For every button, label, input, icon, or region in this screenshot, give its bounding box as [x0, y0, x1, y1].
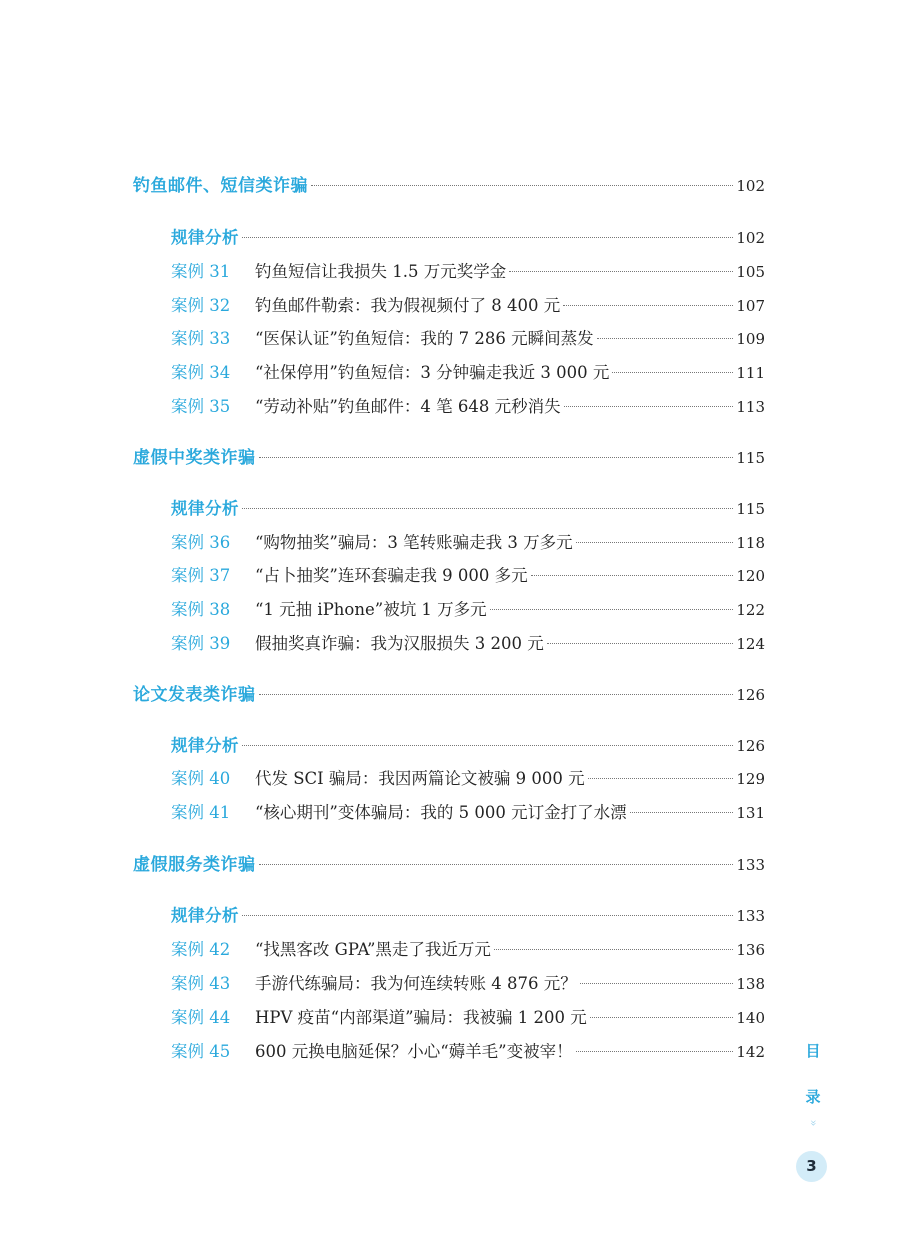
dot-leader	[259, 694, 734, 695]
dot-leader	[242, 915, 733, 916]
page-number: 126	[736, 686, 765, 704]
dot-leader	[490, 609, 734, 610]
dot-leader	[509, 271, 733, 272]
toc-case[interactable]	[171, 393, 765, 421]
case-number: 案例 36	[171, 533, 231, 552]
case-title: 手游代练骗局：我为何连续转账 4 876 元？	[255, 974, 577, 993]
dot-leader	[580, 983, 734, 984]
dot-leader	[311, 185, 733, 186]
page-number: 102	[736, 229, 765, 247]
dot-leader	[547, 643, 734, 644]
case-title: 假抽奖真诈骗：我为汉服损失 3 200 元	[255, 634, 544, 653]
page-number: 102	[736, 177, 765, 195]
page-number-badge: 3	[796, 1151, 827, 1182]
toc-section[interactable]	[133, 172, 765, 200]
dot-leader	[588, 778, 734, 779]
case-number: 案例 33	[171, 329, 231, 348]
page-number: 115	[736, 500, 765, 518]
case-title: “购物抽奖”骗局：3 笔转账骗走我 3 万多元	[255, 533, 573, 552]
toc-case[interactable]	[171, 359, 765, 387]
toc-section[interactable]	[133, 681, 765, 709]
toc-analysis[interactable]	[171, 495, 765, 523]
case-title: HPV 疫苗“内部渠道”骗局：我被骗 1 200 元	[255, 1008, 587, 1027]
toc-case[interactable]	[171, 596, 765, 624]
toc-section[interactable]	[133, 444, 765, 472]
case-number: 案例 39	[171, 634, 231, 653]
page-number: 124	[736, 635, 765, 653]
case-number: 案例 42	[171, 940, 231, 959]
page-number: 133	[736, 856, 765, 874]
page-number: 140	[736, 1009, 765, 1027]
page-number: 142	[736, 1043, 765, 1061]
page-number: 129	[736, 770, 765, 788]
page-number: 107	[736, 297, 765, 315]
toc-case[interactable]	[171, 1004, 765, 1032]
section-title: 论文发表类诈骗	[133, 685, 256, 705]
page-number: 133	[736, 907, 765, 925]
case-title: “劳动补贴”钓鱼邮件：4 笔 648 元秒消失	[255, 397, 561, 416]
dot-leader	[563, 305, 733, 306]
case-title: “占卜抽奖”连环套骗走我 9 000 多元	[255, 566, 528, 585]
dot-leader	[531, 575, 734, 576]
toc-section[interactable]	[133, 851, 765, 879]
toc-analysis[interactable]	[171, 902, 765, 930]
case-title: 代发 SCI 骗局：我因两篇论文被骗 9 000 元	[255, 769, 585, 788]
dot-leader	[576, 1051, 734, 1052]
chevron-down-icon: »	[807, 1119, 820, 1127]
toc-case[interactable]	[171, 970, 765, 998]
toc-case[interactable]	[171, 799, 765, 827]
analysis-label: 规律分析	[171, 499, 239, 518]
dot-leader	[630, 812, 734, 813]
analysis-label: 规律分析	[171, 228, 239, 247]
page-number: 122	[736, 601, 765, 619]
dot-leader	[564, 406, 734, 407]
toc-case[interactable]	[171, 258, 765, 286]
section-title: 虚假服务类诈骗	[133, 855, 256, 875]
case-title: “社保停用”钓鱼短信：3 分钟骗走我近 3 000 元	[255, 363, 610, 382]
dot-leader	[590, 1017, 734, 1018]
toc-case[interactable]	[171, 529, 765, 557]
case-number: 案例 38	[171, 600, 231, 619]
case-title: “医保认证”钓鱼短信：我的 7 286 元瞬间蒸发	[255, 329, 594, 348]
section-title: 钓鱼邮件、短信类诈骗	[133, 176, 308, 196]
dot-leader	[242, 508, 733, 509]
case-number: 案例 41	[171, 803, 231, 822]
page-number: 120	[736, 567, 765, 585]
section-title: 虚假中奖类诈骗	[133, 448, 256, 468]
case-number: 案例 45	[171, 1042, 231, 1061]
dot-leader	[597, 338, 734, 339]
analysis-label: 规律分析	[171, 736, 239, 755]
page-number: 105	[736, 263, 765, 281]
side-tab	[798, 1040, 828, 1061]
page-number: 111	[736, 364, 765, 382]
toc-case[interactable]	[171, 1038, 765, 1066]
page-number: 136	[736, 941, 765, 959]
dot-leader	[612, 372, 733, 373]
case-title: 600 元换电脑延保？小心“薅羊毛”变被宰！	[255, 1042, 573, 1061]
analysis-label: 规律分析	[171, 906, 239, 925]
page-number: 126	[736, 737, 765, 755]
page-number: 115	[736, 449, 765, 467]
toc-case[interactable]	[171, 936, 765, 964]
case-number: 案例 31	[171, 262, 231, 281]
dot-leader	[576, 542, 734, 543]
page-number: 118	[736, 534, 765, 552]
toc-case[interactable]	[171, 630, 765, 658]
case-number: 案例 32	[171, 296, 231, 315]
page-number: 138	[736, 975, 765, 993]
page-number: 109	[736, 330, 765, 348]
toc-case[interactable]	[171, 562, 765, 590]
case-number: 案例 35	[171, 397, 231, 416]
case-title: 钓鱼短信让我损失 1.5 万元奖学金	[255, 262, 507, 281]
case-title: 钓鱼邮件勒索：我为假视频付了 8 400 元	[255, 296, 561, 315]
dot-leader	[259, 864, 734, 865]
dot-leader	[259, 457, 734, 458]
case-number: 案例 34	[171, 363, 231, 382]
dot-leader	[494, 949, 733, 950]
case-title: “核心期刊”变体骗局：我的 5 000 元订金打了水漂	[255, 803, 627, 822]
page-number: 113	[736, 398, 765, 416]
side-tab-2	[798, 1086, 828, 1107]
dot-leader	[242, 745, 733, 746]
toc-analysis[interactable]	[171, 224, 765, 252]
case-title: “1 元抽 iPhone”被坑 1 万多元	[255, 600, 487, 619]
side-label-char: 目	[805, 1042, 821, 1060]
dot-leader	[242, 237, 733, 238]
case-number: 案例 44	[171, 1008, 231, 1027]
toc-analysis[interactable]	[171, 732, 765, 760]
toc-case[interactable]	[171, 292, 765, 320]
page-number: 131	[736, 804, 765, 822]
case-title: “找黑客改 GPA”黑走了我近万元	[255, 940, 491, 959]
case-number: 案例 43	[171, 974, 231, 993]
toc-case[interactable]	[171, 325, 765, 353]
case-number: 案例 40	[171, 769, 231, 788]
side-label-char: 录	[805, 1088, 821, 1106]
case-number: 案例 37	[171, 566, 231, 585]
toc-case[interactable]	[171, 765, 765, 793]
